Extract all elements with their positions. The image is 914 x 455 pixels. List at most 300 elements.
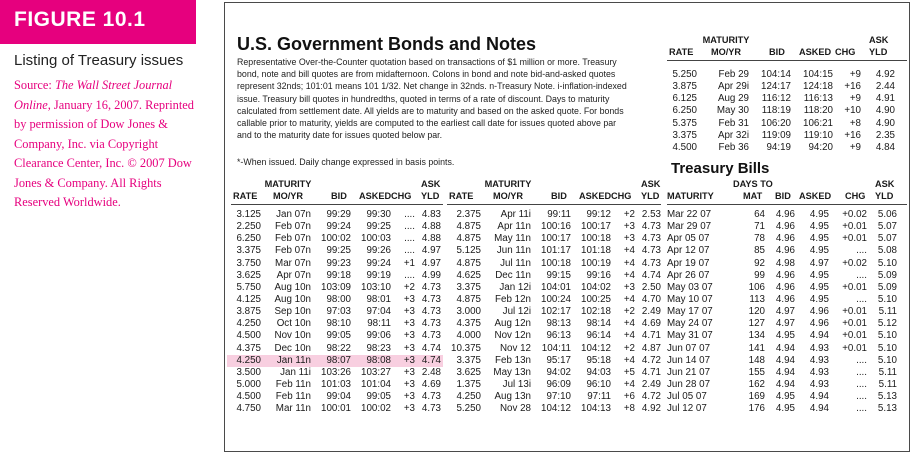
rate-cell: 5.375 <box>672 117 697 129</box>
rate-cell: 3.375 <box>456 281 481 293</box>
bill-chg-cell: .... <box>856 245 867 257</box>
maturity-cell: Feb 29 <box>718 69 749 80</box>
bill-asked-cell: 4.95 <box>809 281 829 293</box>
maturity-cell: Nov 28 <box>499 403 531 415</box>
chg-cell: .... <box>404 269 415 281</box>
rate-cell: 3.750 <box>236 257 261 269</box>
bill-maturity-cell: Jul 05 07 <box>667 391 707 403</box>
bill-chg-cell: +0.02 <box>842 209 867 220</box>
maturity-cell: Dec 11n <box>495 269 531 281</box>
maturity-cell: Apr 07n <box>276 269 311 281</box>
maturity-cell: Aug 12n <box>494 318 531 330</box>
maturity-cell: Feb 13n <box>495 354 531 366</box>
maturity-cell: Feb 07n <box>275 221 311 233</box>
table-row <box>231 403 443 415</box>
chg-cell: +3 <box>403 306 415 318</box>
asked-cell: 98:08 <box>366 354 391 366</box>
ask-yld-cell: 4.73 <box>641 245 661 257</box>
table-row <box>231 306 443 318</box>
bid-cell: 124:17 <box>761 81 791 93</box>
rate-cell: 6.250 <box>672 105 697 117</box>
bid-cell: 119:09 <box>761 129 791 141</box>
asked-cell: 100:18 <box>581 233 611 245</box>
bills-row <box>667 258 907 270</box>
table-header <box>667 33 907 61</box>
bill-maturity-cell: Apr 05 07 <box>667 233 710 245</box>
bill-ask-yld-cell: 5.07 <box>877 221 897 233</box>
table-row <box>231 270 443 282</box>
ask-yld-cell: 4.71 <box>641 330 661 342</box>
maturity-cell: Nov 12 <box>499 342 531 354</box>
chg-cell: +2 <box>623 306 635 318</box>
bills-row <box>667 343 907 355</box>
ask-yld-cell: 4.90 <box>875 105 895 117</box>
bill-maturity-cell: May 31 07 <box>667 330 713 342</box>
asked-cell: 106:21 <box>803 117 833 129</box>
bonds-notes-footnote: *-When issued. Daily change expressed in basis points. <box>237 157 455 168</box>
chg-cell: +4 <box>623 318 635 330</box>
bill-maturity-cell: Mar 29 07 <box>667 221 712 233</box>
ask-yld-cell: 2.53 <box>641 209 661 220</box>
bill-bid-cell: 4.94 <box>775 378 795 390</box>
bill-ask-yld-cell: 5.06 <box>877 209 897 220</box>
bill-days-cell: 127 <box>748 318 765 330</box>
ask-yld-cell: 4.74 <box>421 342 441 354</box>
figure-label: FIGURE 10.1 <box>14 8 146 31</box>
bill-bid-cell: 4.96 <box>775 233 795 245</box>
bonds-notes-description: Representative Over-the-Counter quotation based on transactions of $1 million or more. Treasury bond, note and bill quotes are from midafternoon. Colons in bond and note bid-and-asked quotes represent 32nds; 101:01 means 101 1/32. Net change in 32nds. n-Treasury Note. i-inflation-indexed issue. Treasury bill quotes in hundredths, quoted in terms of a rate of discount. Days to maturity calculated from settlement date. All yields are to maturity and based on the asked quote. For bonds callable prior to maturity, yields are computed to the earliest call date for issues quoted above par and to the maturity date for issues quoted below par. <box>237 57 627 142</box>
chg-cell: +3 <box>403 391 415 403</box>
asked-cell: 118:20 <box>803 105 833 117</box>
table-row <box>231 209 443 221</box>
rate-cell: 3.875 <box>672 81 697 93</box>
asked-cell: 99:16 <box>586 269 611 281</box>
bill-days-cell: 92 <box>754 257 765 269</box>
bid-cell: 100:24 <box>541 293 571 305</box>
chg-cell: +3 <box>403 378 415 390</box>
rate-header: RATE <box>449 191 474 201</box>
bid-header: BID <box>551 191 567 201</box>
bill-asked-cell: 4.93 <box>809 342 829 354</box>
rate-cell: 4.500 <box>672 141 697 153</box>
chg-header: CHG <box>611 191 632 201</box>
bid-cell: 100:01 <box>321 403 351 415</box>
bid-cell: 104:11 <box>541 342 571 354</box>
bid-cell: 103:26 <box>321 366 351 378</box>
bill-chg-cell: +0.01 <box>842 306 867 318</box>
bill-asked-cell: 4.93 <box>809 354 829 366</box>
chg-cell: +2 <box>623 342 635 354</box>
maturity-cell: Apr 11i <box>500 209 531 220</box>
bill-asked-cell: 4.97 <box>809 257 829 269</box>
table-row <box>447 403 661 415</box>
maturity-cell: Aug 29 <box>717 93 749 105</box>
ask-yld-cell: 2.49 <box>641 378 661 390</box>
asked-cell: 94:03 <box>586 366 611 378</box>
bid-cell: 98:22 <box>326 342 351 354</box>
bill-asked-cell: 4.95 <box>809 293 829 305</box>
bill-chg-cell: .... <box>856 366 867 378</box>
chg-cell: +16 <box>844 81 861 93</box>
asked-cell: 103:27 <box>361 366 391 378</box>
rate-cell: 5.250 <box>456 403 481 415</box>
chg-cell: +9 <box>849 69 861 80</box>
bill-maturity-cell: May 03 07 <box>667 281 713 293</box>
ask-yld-cell: 4.90 <box>875 117 895 129</box>
chg-cell: +3 <box>623 221 635 233</box>
bill-ask-yld-cell: 5.12 <box>877 318 897 330</box>
rate-cell: 5.250 <box>672 69 697 80</box>
maturity-cell: Jan 07n <box>276 209 311 220</box>
maturity-cell: Jul 13i <box>502 378 531 390</box>
rate-cell: 4.375 <box>236 342 261 354</box>
chg-cell: +16 <box>844 129 861 141</box>
bid-cell: 99:04 <box>326 391 351 403</box>
bill-asked-cell: 4.94 <box>809 403 829 415</box>
maturity-cell: Mar 11n <box>275 403 311 415</box>
asked-cell: 100:19 <box>581 257 611 269</box>
bill-ask-yld-cell: 5.11 <box>878 366 897 378</box>
bid-cell: 104:01 <box>541 281 571 293</box>
table-row <box>447 391 661 403</box>
bill-days-cell: 162 <box>748 378 765 390</box>
ask-yld-cell: 4.97 <box>421 245 441 257</box>
bill-days-cell: 78 <box>754 233 765 245</box>
chg-cell: .... <box>404 233 415 245</box>
bill-maturity-cell: Jun 28 07 <box>667 378 711 390</box>
rate-cell: 6.250 <box>236 233 261 245</box>
bill-asked-cell: 4.96 <box>809 318 829 330</box>
bill-ask-yld-cell: 5.10 <box>877 257 897 269</box>
asked-cell: 99:19 <box>366 269 391 281</box>
rate-cell: 3.125 <box>236 209 261 220</box>
bills-row <box>667 355 907 367</box>
chg-cell: +4 <box>623 330 635 342</box>
ask-yld-cell: 4.69 <box>641 318 661 330</box>
ask-yld-cell: 4.97 <box>421 257 441 269</box>
ask-yld-cell: 4.74 <box>641 269 661 281</box>
table-header <box>447 177 661 205</box>
bill-chg-cell: +0.01 <box>842 342 867 354</box>
table-row <box>231 233 443 245</box>
maturity-header-top: MATURITY <box>264 179 312 189</box>
chg-cell: +3 <box>403 403 415 415</box>
chg-cell: +9 <box>849 141 861 153</box>
bill-bid-cell: 4.96 <box>775 293 795 305</box>
bills-row <box>667 330 907 342</box>
table-row <box>447 343 661 355</box>
bill-maturity-cell: May 24 07 <box>667 318 713 330</box>
table-row <box>231 258 443 270</box>
bid-cell: 98:00 <box>326 293 351 305</box>
rate-cell: 4.375 <box>456 318 481 330</box>
chg-cell: +10 <box>844 105 861 117</box>
bills-row <box>667 270 907 282</box>
treasury-listing-box <box>224 2 910 452</box>
rate-cell: 4.500 <box>236 391 261 403</box>
bill-bid-cell: 4.96 <box>775 245 795 257</box>
chg-cell: +3 <box>623 281 635 293</box>
table-row <box>231 318 443 330</box>
ask-yld-cell: 2.49 <box>641 306 661 318</box>
rate-cell: 3.375 <box>236 245 261 257</box>
chg-cell: +4 <box>623 378 635 390</box>
asked-cell: 104:13 <box>581 403 611 415</box>
rate-cell: 3.875 <box>236 306 261 318</box>
rate-cell: 6.125 <box>672 93 697 105</box>
bill-ask-yld-cell: 5.08 <box>877 245 897 257</box>
bill-ask-yld-cell: 5.09 <box>877 281 897 293</box>
bill-days-cell: 113 <box>749 293 765 305</box>
rate-header: RATE <box>233 191 258 201</box>
bid-cell: 106:20 <box>761 117 791 129</box>
bid-cell: 94:02 <box>546 366 571 378</box>
maturity-cell: Jan 11i <box>280 366 311 378</box>
bills-days-header-top: DAYS TO <box>733 179 773 189</box>
bill-bid-cell: 4.94 <box>775 366 795 378</box>
bills-row <box>667 209 907 221</box>
bid-cell: 118:19 <box>761 105 791 117</box>
asked-cell: 100:02 <box>361 403 391 415</box>
rate-cell: 4.875 <box>456 257 481 269</box>
ask-yld-cell: 4.73 <box>421 391 441 403</box>
table-row <box>667 69 907 81</box>
maturity-cell: Nov 10n <box>274 330 311 342</box>
maturity-cell: Aug 10n <box>274 293 311 305</box>
bills-days-header-bottom: MAT <box>743 191 763 201</box>
table-row <box>447 233 661 245</box>
rate-cell: 4.250 <box>456 391 481 403</box>
bills-row <box>667 282 907 294</box>
asked-header: ASKED <box>799 47 832 57</box>
ask-yld-cell: 4.88 <box>421 221 441 233</box>
asked-cell: 96:10 <box>586 378 611 390</box>
bid-cell: 104:12 <box>541 403 571 415</box>
maturity-header-bottom: MO/YR <box>492 191 524 201</box>
bid-cell: 103:09 <box>321 281 351 293</box>
bills-bid-header: BID <box>775 191 791 201</box>
bill-ask-yld-cell: 5.10 <box>877 330 897 342</box>
rate-cell: 4.500 <box>236 330 261 342</box>
chg-cell: +9 <box>849 93 861 105</box>
bill-chg-cell: .... <box>856 403 867 415</box>
ask-yld-cell: 4.92 <box>641 403 661 415</box>
table-row <box>447 379 661 391</box>
bid-cell: 101:03 <box>321 378 351 390</box>
asked-cell: 119:10 <box>803 129 833 141</box>
asked-cell: 97:04 <box>366 306 391 318</box>
maturity-cell: Apr 11n <box>497 221 531 233</box>
table-row <box>667 118 907 130</box>
rate-cell: 3.625 <box>236 269 261 281</box>
chg-cell: +4 <box>623 354 635 366</box>
table-row <box>231 221 443 233</box>
asked-cell: 99:30 <box>366 209 391 220</box>
bid-cell: 100:16 <box>541 221 571 233</box>
chg-header: CHG <box>391 191 412 201</box>
bid-cell: 96:13 <box>546 330 571 342</box>
bill-days-cell: 71 <box>754 221 765 233</box>
bills-row <box>667 245 907 257</box>
bill-bid-cell: 4.97 <box>775 318 795 330</box>
rate-cell: 3.375 <box>456 354 481 366</box>
table-body <box>447 209 661 415</box>
bill-maturity-cell: May 17 07 <box>667 306 713 318</box>
asked-cell: 98:14 <box>586 318 611 330</box>
rate-cell: 4.000 <box>456 330 481 342</box>
bill-bid-cell: 4.96 <box>775 281 795 293</box>
ask-yld-cell: 4.71 <box>641 366 661 378</box>
bills-row <box>667 391 907 403</box>
bid-header: BID <box>769 47 785 57</box>
maturity-cell: May 13n <box>493 366 531 378</box>
asked-cell: 99:05 <box>366 391 391 403</box>
bid-cell: 94:19 <box>766 141 791 153</box>
rate-cell: 2.250 <box>236 221 261 233</box>
table-row <box>447 221 661 233</box>
asked-cell: 101:04 <box>361 378 391 390</box>
bid-cell: 101:17 <box>541 245 571 257</box>
bill-days-cell: 176 <box>748 403 765 415</box>
source-publication: The Wall Street Journal Online, <box>14 78 173 112</box>
bills-row <box>667 403 907 415</box>
ask-yld-cell: 4.73 <box>641 233 661 245</box>
bill-ask-yld-cell: 5.07 <box>877 233 897 245</box>
bill-asked-cell: 4.95 <box>809 269 829 281</box>
maturity-cell: Feb 36 <box>718 141 749 153</box>
bills-row <box>667 233 907 245</box>
table-row <box>447 355 661 367</box>
bid-header: BID <box>331 191 347 201</box>
source-rest: January 16, 2007. Reprinted by permission of Dow Jones & Company, Inc. via Copyright Clearance Center, Inc. © 2007 Dow Jones & Company. All Rights Reserved Worldwide. <box>14 97 194 209</box>
asked-cell: 100:25 <box>581 293 611 305</box>
bid-cell: 102:17 <box>541 306 571 318</box>
bill-ask-yld-cell: 5.10 <box>877 354 897 366</box>
maturity-cell: Feb 07n <box>275 233 311 245</box>
rate-cell: 3.000 <box>456 306 481 318</box>
chg-cell: +3 <box>403 354 415 366</box>
bill-maturity-cell: May 10 07 <box>667 293 713 305</box>
rate-cell: 4.875 <box>456 293 481 305</box>
ask-yld-cell: 4.74 <box>421 354 441 366</box>
asked-cell: 101:18 <box>581 245 611 257</box>
asked-cell: 98:23 <box>366 342 391 354</box>
ask-yld-cell: 4.72 <box>641 354 661 366</box>
bid-cell: 116:12 <box>761 93 791 105</box>
chg-cell: +3 <box>403 330 415 342</box>
chg-cell: .... <box>404 209 415 220</box>
ask-header-bottom: YLD <box>869 47 888 57</box>
ask-header-top: ASK <box>869 35 889 45</box>
ask-yld-cell: 4.73 <box>641 257 661 269</box>
table-row <box>667 142 907 154</box>
bill-chg-cell: .... <box>856 293 867 305</box>
bid-cell: 99:29 <box>326 209 351 220</box>
bid-cell: 99:24 <box>326 221 351 233</box>
asked-cell: 99:26 <box>366 245 391 257</box>
ask-yld-cell: 4.73 <box>421 403 441 415</box>
bill-bid-cell: 4.96 <box>775 209 795 220</box>
asked-cell: 104:02 <box>581 281 611 293</box>
table-row <box>447 330 661 342</box>
maturity-cell: Feb 12n <box>495 293 531 305</box>
maturity-cell: Dec 10n <box>274 342 311 354</box>
bill-asked-cell: 4.95 <box>809 245 829 257</box>
ask-yld-cell: 4.73 <box>421 293 441 305</box>
asked-cell: 100:17 <box>581 221 611 233</box>
bill-chg-cell: +0.02 <box>842 257 867 269</box>
asked-cell: 99:06 <box>366 330 391 342</box>
figure-banner <box>0 0 196 44</box>
bill-ask-yld-cell: 5.10 <box>877 293 897 305</box>
bills-ask-header-bottom: YLD <box>875 191 894 201</box>
bill-days-cell: 106 <box>748 281 765 293</box>
bills-row <box>667 379 907 391</box>
source-prefix: Source: <box>14 78 55 92</box>
bill-days-cell: 64 <box>754 209 765 220</box>
table-row <box>231 294 443 306</box>
maturity-cell: Jul 12i <box>502 306 531 318</box>
maturity-cell: Apr 29i <box>717 81 749 93</box>
maturity-header-top: MATURITY <box>484 179 532 189</box>
rate-cell: 4.250 <box>236 318 261 330</box>
asked-cell: 102:18 <box>581 306 611 318</box>
rate-cell: 4.125 <box>236 293 261 305</box>
asked-cell: 96:14 <box>586 330 611 342</box>
ask-header-bottom: YLD <box>421 191 440 201</box>
bid-cell: 99:11 <box>547 209 571 220</box>
asked-cell: 99:24 <box>366 257 391 269</box>
table-row <box>231 367 443 379</box>
chg-cell: +2 <box>403 281 415 293</box>
bill-asked-cell: 4.95 <box>809 221 829 233</box>
ask-yld-cell: 4.92 <box>875 69 895 80</box>
maturity-header-bottom: MO/YR <box>710 47 742 57</box>
bills-row <box>667 221 907 233</box>
chg-cell: +5 <box>623 366 635 378</box>
bid-cell: 98:13 <box>546 318 571 330</box>
bill-maturity-cell: Jul 12 07 <box>667 403 707 415</box>
rate-cell: 4.875 <box>456 221 481 233</box>
rate-cell: 2.375 <box>456 209 481 220</box>
asked-cell: 95:18 <box>586 354 611 366</box>
bill-days-cell: 141 <box>748 342 765 354</box>
chg-cell: +4 <box>623 293 635 305</box>
bid-cell: 99:05 <box>326 330 351 342</box>
figure-title: Listing of Treasury issues <box>14 52 184 69</box>
bill-bid-cell: 4.96 <box>775 221 795 233</box>
table-body <box>231 209 443 415</box>
chg-cell: +8 <box>849 117 861 129</box>
ask-yld-cell: 4.88 <box>421 233 441 245</box>
ask-yld-cell: 4.73 <box>421 281 441 293</box>
table-row <box>231 245 443 257</box>
chg-cell: +6 <box>623 391 635 403</box>
chg-header: CHG <box>835 47 856 57</box>
bill-bid-cell: 4.95 <box>775 391 795 403</box>
table-row <box>447 245 661 257</box>
bid-cell: 100:18 <box>541 257 571 269</box>
table-row <box>231 343 443 355</box>
maturity-cell: Feb 31 <box>718 117 749 129</box>
bill-chg-cell: +0.01 <box>842 221 867 233</box>
maturity-cell: Feb 11n <box>275 378 311 390</box>
rate-header: RATE <box>669 47 694 57</box>
table-row <box>231 379 443 391</box>
rate-cell: 4.750 <box>236 403 261 415</box>
bid-cell: 97:10 <box>546 391 571 403</box>
bills-row <box>667 294 907 306</box>
